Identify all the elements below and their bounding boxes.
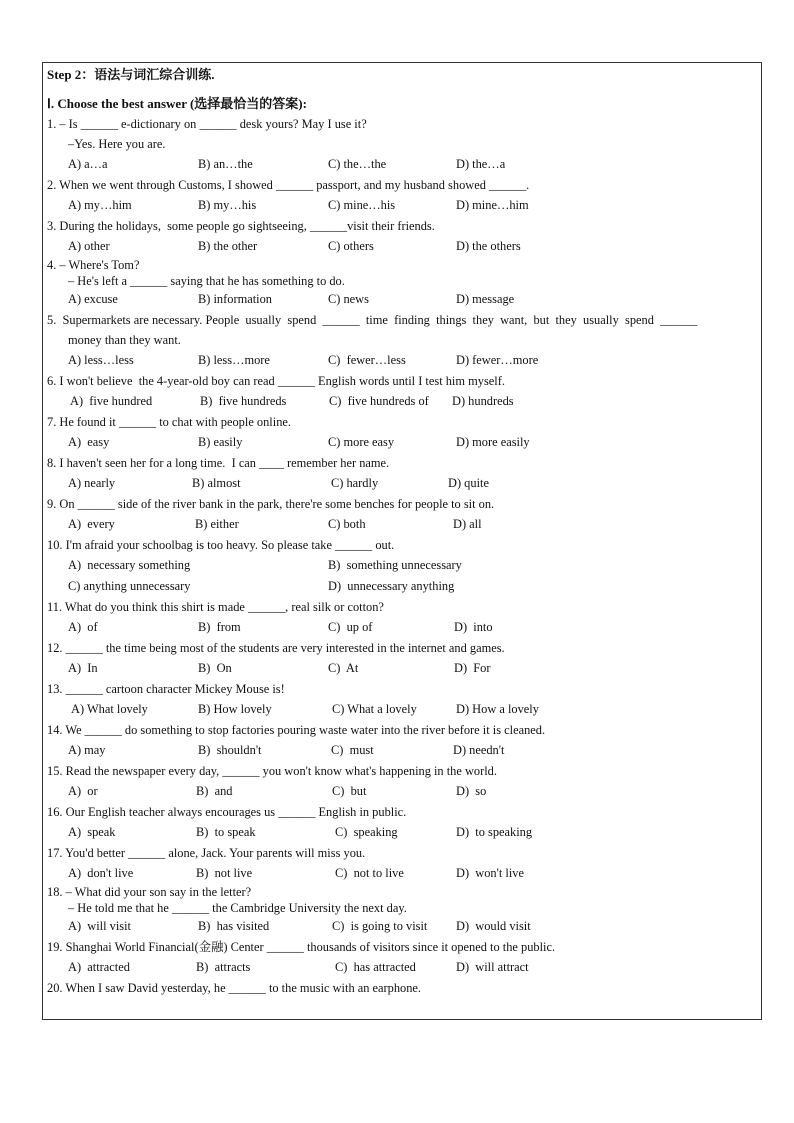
question-stem-continued: money than they want. — [68, 333, 181, 347]
answer-option-d[interactable]: D) mine…him — [456, 198, 529, 212]
answer-option-a[interactable]: A) may — [68, 743, 106, 757]
answer-option-b[interactable]: B) attracts — [196, 960, 251, 974]
answer-option-a[interactable]: A) or — [68, 784, 98, 798]
answer-option-a[interactable]: A) less…less — [68, 353, 134, 367]
answer-option-d[interactable]: D) all — [453, 517, 482, 531]
question-stem: 3. During the holidays, some people go sightseeing, ______visit their friends. — [47, 219, 435, 233]
answer-option-b[interactable]: B) How lovely — [198, 702, 272, 716]
answer-option-d[interactable]: D) more easily — [456, 435, 530, 449]
answer-option-b[interactable]: B) an…the — [198, 157, 253, 171]
answer-option-c[interactable]: C) news — [328, 292, 369, 306]
answer-option-c[interactable]: C) fewer…less — [328, 353, 406, 367]
answer-option-d[interactable]: D) the others — [456, 239, 521, 253]
question-stem-continued: – He told me that he ______ the Cambridge University the next day. — [68, 901, 407, 915]
question-3 — [47, 216, 759, 257]
answer-option-b[interactable]: B) from — [198, 620, 241, 634]
answer-option-c[interactable]: C) is going to visit — [332, 919, 428, 933]
answer-option-b[interactable]: B) less…more — [198, 353, 270, 367]
section-title: Ⅰ. Choose the best answer (选择最恰当的答案): — [47, 96, 307, 111]
answer-option-b[interactable]: B) has visited — [198, 919, 270, 933]
answer-option-d[interactable]: D) to speaking — [456, 825, 533, 839]
question-20 — [47, 978, 759, 998]
question-stem: 7. He found it ______ to chat with people online. — [47, 415, 291, 429]
question-stem: 13. ______ cartoon character Mickey Mouse is! — [47, 682, 285, 696]
answer-option-a[interactable]: A) my…him — [68, 198, 132, 212]
option-row — [47, 822, 759, 843]
option-row — [47, 555, 759, 576]
question-15 — [47, 761, 759, 802]
option-row — [47, 473, 759, 494]
answer-option-a[interactable]: A) In — [68, 661, 98, 675]
option-row — [47, 916, 759, 937]
option-row — [47, 432, 759, 453]
option-row — [47, 863, 759, 884]
option-row — [47, 514, 759, 535]
option-row — [47, 195, 759, 216]
answer-option-a[interactable]: A) nearly — [68, 476, 116, 490]
answer-option-c[interactable]: C) the…the — [328, 157, 387, 171]
answer-option-c[interactable]: C) five hundreds of — [329, 394, 429, 408]
question-13 — [47, 679, 759, 720]
answer-option-c[interactable]: C) more easy — [328, 435, 395, 449]
answer-option-b[interactable]: B) either — [195, 517, 239, 531]
answer-option-d[interactable]: D) would visit — [456, 919, 531, 933]
answer-option-c[interactable]: C) not to live — [335, 866, 404, 880]
question-2 — [47, 175, 759, 216]
question-8 — [47, 453, 759, 494]
answer-option-c[interactable]: C) has attracted — [335, 960, 416, 974]
question-16 — [47, 802, 759, 843]
answer-option-d[interactable]: D) quite — [448, 476, 489, 490]
question-10 — [47, 535, 759, 597]
answer-option-c[interactable]: C) others — [328, 239, 374, 253]
question-stem: 6. I won't believe the 4-year-old boy can read ______ English words until I test him myself. — [47, 374, 505, 388]
answer-option-a[interactable]: A) What lovely — [71, 702, 148, 716]
answer-option-a[interactable]: A) other — [68, 239, 110, 253]
answer-option-b[interactable]: B) On — [198, 661, 232, 675]
answer-option-c[interactable]: C) speaking — [335, 825, 398, 839]
answer-option-c[interactable]: C) but — [332, 784, 367, 798]
answer-option-b[interactable]: B) and — [196, 784, 233, 798]
question-stem: 5. Supermarkets are necessary. People usually spend ______ time finding things they want, but they usually spend ______ — [47, 313, 698, 327]
question-stem: 17. You'd better ______ alone, Jack. Your parents will miss you. — [47, 846, 366, 860]
answer-option-b[interactable]: B) shouldn't — [198, 743, 262, 757]
answer-option-d[interactable]: D) the…a — [456, 157, 506, 171]
answer-option-b[interactable]: B) easily — [198, 435, 243, 449]
option-row — [47, 740, 759, 761]
question-9 — [47, 494, 759, 535]
question-stem: 20. When I saw David yesterday, he ______ to the music with an earphone. — [47, 981, 422, 995]
answer-option-d[interactable]: D) fewer…more — [456, 353, 539, 367]
option-row — [47, 658, 759, 679]
answer-option-d[interactable]: D) message — [456, 292, 515, 306]
answer-option-a[interactable]: A) five hundred — [70, 394, 153, 408]
answer-option-c[interactable]: C) mine…his — [328, 198, 396, 212]
question-7 — [47, 412, 759, 453]
answer-option-d[interactable]: D) How a lovely — [456, 702, 539, 716]
question-stem: 15. Read the newspaper every day, ______ you won't know what's happening in the world. — [47, 764, 497, 778]
answer-option-b[interactable]: B) information — [198, 292, 272, 306]
option-row — [47, 289, 759, 310]
answer-option-b[interactable]: B) not live — [196, 866, 253, 880]
question-stem: 11. What do you think this shirt is made ______, real silk or cotton? — [47, 600, 384, 614]
answer-option-d[interactable]: D) will attract — [456, 960, 529, 974]
question-list — [47, 114, 759, 998]
option-row — [47, 617, 759, 638]
question-4 — [47, 257, 759, 310]
question-5 — [47, 310, 759, 371]
answer-option-a[interactable]: A) attracted — [68, 960, 130, 974]
question-stem: 12. ______ the time being most of the students are very interested in the internet and games. — [47, 641, 505, 655]
question-stem: 14. We ______ do something to stop factories pouring waste water into the river before it is cleaned. — [47, 723, 546, 737]
question-stem: 10. I'm afraid your schoolbag is too heavy. So please take ______ out. — [47, 538, 395, 552]
question-stem: 16. Our English teacher always encourages us ______ English in public. — [47, 805, 407, 819]
question-stem: 19. Shanghai World Financial(金融) Center ______ thousands of visitors since it opened to the public. — [47, 940, 556, 954]
answer-option-b[interactable]: B) something unnecessary — [328, 558, 462, 572]
option-row — [47, 699, 759, 720]
answer-option-d[interactable]: D) won't live — [456, 866, 524, 880]
question-19 — [47, 937, 759, 978]
answer-option-d[interactable]: D) unnecessary anything — [328, 579, 455, 593]
answer-option-a[interactable]: A) will visit — [68, 919, 131, 933]
answer-option-d[interactable]: D) needn't — [453, 743, 505, 757]
answer-option-b[interactable]: B) five hundreds — [200, 394, 287, 408]
question-stem: 8. I haven't seen her for a long time. I can ____ remember her name. — [47, 456, 390, 470]
answer-option-a[interactable]: A) excuse — [68, 292, 118, 306]
answer-option-a[interactable]: A) necessary something — [68, 558, 191, 572]
option-row — [47, 236, 759, 257]
step-title: Step 2：语法与词汇综合训练. — [47, 67, 215, 82]
answer-option-d[interactable]: D) hundreds — [452, 394, 514, 408]
option-row — [47, 154, 759, 175]
question-12 — [47, 638, 759, 679]
worksheet — [47, 64, 759, 998]
answer-option-d[interactable]: D) so — [456, 784, 487, 798]
option-row — [47, 576, 759, 597]
answer-option-c[interactable]: C) hardly — [331, 476, 379, 490]
question-14 — [47, 720, 759, 761]
answer-option-c[interactable]: C) both — [328, 517, 366, 531]
question-stem: 9. On ______ side of the river bank in the park, there're some benches for people to sit on. — [47, 497, 495, 511]
answer-option-b[interactable]: B) my…his — [198, 198, 257, 212]
question-1 — [47, 114, 759, 175]
question-6 — [47, 371, 759, 412]
answer-option-c[interactable]: C) What a lovely — [332, 702, 417, 716]
option-row — [47, 350, 759, 371]
question-11 — [47, 597, 759, 638]
answer-option-a[interactable]: A) a…a — [68, 157, 108, 171]
answer-option-d[interactable]: D) For — [454, 661, 491, 675]
question-stem-continued: – He's left a ______ saying that he has something to do. — [68, 274, 345, 288]
option-row — [47, 391, 759, 412]
answer-option-c[interactable]: C) up of — [328, 620, 373, 634]
question-stem-continued: –Yes. Here you are. — [68, 137, 166, 151]
answer-option-a[interactable]: A) speak — [68, 825, 116, 839]
question-stem: 1. – Is ______ e-dictionary on ______ desk yours? May I use it? — [47, 117, 367, 131]
question-stem: 2. When we went through Customs, I showed ______ passport, and my husband showed ______. — [47, 178, 530, 192]
answer-option-c[interactable]: C) must — [331, 743, 374, 757]
option-row — [47, 957, 759, 978]
question-18 — [47, 884, 759, 937]
answer-option-c[interactable]: C) At — [328, 661, 359, 675]
question-stem: 4. – Where's Tom? — [47, 258, 140, 272]
option-row — [47, 781, 759, 802]
question-17 — [47, 843, 759, 884]
answer-option-a[interactable]: A) easy — [68, 435, 110, 449]
answer-option-c[interactable]: C) anything unnecessary — [68, 579, 191, 593]
answer-option-b[interactable]: B) to speak — [196, 825, 256, 839]
answer-option-a[interactable]: A) every — [68, 517, 115, 531]
answer-option-d[interactable]: D) into — [454, 620, 493, 634]
answer-option-a[interactable]: A) of — [68, 620, 98, 634]
answer-option-b[interactable]: B) almost — [192, 476, 241, 490]
question-stem: 18. – What did your son say in the letter? — [47, 885, 252, 899]
answer-option-b[interactable]: B) the other — [198, 239, 258, 253]
answer-option-a[interactable]: A) don't live — [68, 866, 134, 880]
